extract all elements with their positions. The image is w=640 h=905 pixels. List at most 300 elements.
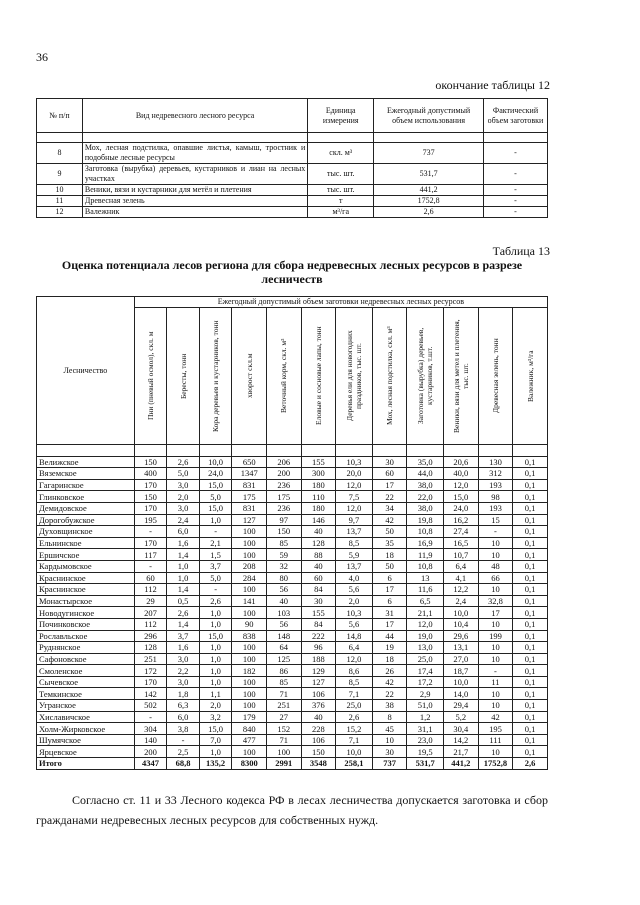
t13-cell: 0,1: [513, 711, 548, 723]
t13-cell: 175: [266, 491, 301, 503]
t13-cell: 3,0: [167, 479, 200, 491]
t13-col-header: [134, 308, 167, 445]
t13-row: [37, 560, 548, 572]
t12-cell: 8: [37, 143, 83, 164]
t13-col-header-text: Веники, вязи для метел и плетения, тыс. шт.: [451, 319, 470, 433]
t13-forestry-name: Руднянское: [37, 642, 135, 654]
t13-cell: 172: [134, 665, 167, 677]
t13-cell: 831: [232, 502, 267, 514]
t13-cell: 14,8: [336, 630, 373, 642]
t13-cell: 110: [301, 491, 336, 503]
t13-cell: 7,5: [336, 491, 373, 503]
t13-cell: 0,1: [513, 572, 548, 584]
t13-forestry-name: Глинковское: [37, 491, 135, 503]
t13-forestry-name: Новодугинское: [37, 607, 135, 619]
t13-cell: 25,0: [407, 653, 444, 665]
t13-cell: -: [134, 526, 167, 538]
t13-cell: 12,0: [407, 618, 444, 630]
t13-cell: 21,7: [444, 746, 479, 758]
t13-total-cell: 737: [372, 758, 407, 770]
t13-cell: 20,0: [336, 468, 373, 480]
t13-row: [37, 584, 548, 596]
t13-cell: 296: [134, 630, 167, 642]
t13-cell: 1,0: [199, 618, 232, 630]
t13-cell: 5,6: [336, 584, 373, 596]
t13-row: [37, 514, 548, 526]
t12-cell: Заготовка (вырубка) деревьев, кустарников и лиан на лесных участках: [82, 164, 307, 185]
t13-cell: 0,1: [513, 479, 548, 491]
t13-cell: 200: [266, 468, 301, 480]
t13-cell: 2,0: [336, 595, 373, 607]
t13-cell: 10,0: [444, 676, 479, 688]
t12-row: [37, 185, 548, 196]
t13-cell: 40: [301, 711, 336, 723]
t13-cell: 6,4: [336, 642, 373, 654]
t13-cell: 182: [232, 665, 267, 677]
t13-cell: 12,0: [336, 479, 373, 491]
t13-cell: 90: [232, 618, 267, 630]
t12-header-actual: Фактический объем заготовки: [484, 99, 548, 133]
t13-cell: 100: [232, 526, 267, 538]
t13-cell: 100: [232, 549, 267, 561]
t13-cell: 18,7: [444, 665, 479, 677]
t13-cell: 148: [266, 630, 301, 642]
t13-cell: 150: [134, 456, 167, 468]
t13-cell: 10: [372, 734, 407, 746]
t13-row: [37, 491, 548, 503]
t13-cell: 312: [478, 468, 513, 480]
t13-cell: 4,0: [336, 572, 373, 584]
t12-header-allowed: Ежегодный допустимый объем использования: [374, 99, 484, 133]
t13-cell: 13: [407, 572, 444, 584]
t13-cell: 60: [134, 572, 167, 584]
t13-cell: 29,4: [444, 700, 479, 712]
t13-cell: 6,4: [444, 560, 479, 572]
t13-cell: 64: [266, 642, 301, 654]
t13-row: [37, 746, 548, 758]
t13-cell: 10,8: [407, 560, 444, 572]
t13-cell: 127: [232, 514, 267, 526]
t13-col-header-text: Мох, лесная подстилка, скл. м³: [385, 326, 395, 426]
t13-cell: 0,1: [513, 560, 548, 572]
t13-total-cell: 441,2: [444, 758, 479, 770]
t13-cell: 1,0: [199, 607, 232, 619]
t13-forestry-name: Краснинское: [37, 572, 135, 584]
t13-cell: 51,0: [407, 700, 444, 712]
t13-cell: 0,1: [513, 642, 548, 654]
t13-cell: 38,0: [407, 479, 444, 491]
t13-cell: 1,4: [167, 549, 200, 561]
t12-cell: Древесная зелень: [82, 196, 307, 207]
t13-cell: 10: [478, 537, 513, 549]
t13-forestry-name: Ельнинское: [37, 537, 135, 549]
t13-cell: 1,4: [167, 584, 200, 596]
t13-cell: 5,9: [336, 549, 373, 561]
t13-forestry-name: Угранское: [37, 700, 135, 712]
t13-cell: 98: [478, 491, 513, 503]
t13-cell: 84: [301, 618, 336, 630]
t13-forestry-name: Дорогобужское: [37, 514, 135, 526]
t13-row: [37, 630, 548, 642]
t13-row: [37, 642, 548, 654]
t13-cell: 84: [301, 584, 336, 596]
t13-col-header: [232, 308, 267, 445]
t13-cell: 180: [301, 479, 336, 491]
t13-cell: 40: [301, 560, 336, 572]
t13-total-cell: 2,6: [513, 758, 548, 770]
t13-forestry-name: Монастырское: [37, 595, 135, 607]
t13-forestry-name: Темкинское: [37, 688, 135, 700]
t13-cell: 11,6: [407, 584, 444, 596]
t13-cell: 9,7: [336, 514, 373, 526]
t13-cell: 60: [372, 468, 407, 480]
t13-cell: 13,0: [407, 642, 444, 654]
t13-forestry-name: Кардымовское: [37, 560, 135, 572]
t13-cell: 13,1: [444, 642, 479, 654]
t13-cell: 12,0: [444, 479, 479, 491]
t13-cell: 152: [266, 723, 301, 735]
t13-total-cell: 2991: [266, 758, 301, 770]
t13-cell: 141: [232, 595, 267, 607]
t13-cell: 831: [232, 479, 267, 491]
t13-cell: 100: [232, 746, 267, 758]
t13-row: [37, 723, 548, 735]
t13-cell: 100: [232, 642, 267, 654]
t13-cell: 127: [301, 676, 336, 688]
t12-body: [37, 143, 548, 218]
t13-cell: 1,8: [167, 688, 200, 700]
t13-cell: 502: [134, 700, 167, 712]
t13-cell: 128: [134, 642, 167, 654]
t13-cell: 3,0: [167, 502, 200, 514]
t12-cell: т: [308, 196, 374, 207]
t13-cell: -: [199, 584, 232, 596]
t12-cell: 11: [37, 196, 83, 207]
t13-cell: 150: [266, 526, 301, 538]
t13-cell: 40: [301, 526, 336, 538]
t13-cell: 2,9: [407, 688, 444, 700]
t12-header-type: Вид недревесного лесного ресурса: [82, 99, 307, 133]
t13-cell: 85: [266, 537, 301, 549]
t13-cell: 300: [301, 468, 336, 480]
t13-cell: 1,6: [167, 537, 200, 549]
t13-cell: 6: [372, 595, 407, 607]
t13-cell: 200: [134, 746, 167, 758]
t13-forestry-name: Ярцевское: [37, 746, 135, 758]
t13-cell: 20,6: [444, 456, 479, 468]
t13-cell: 207: [134, 607, 167, 619]
t13-cell: 15,0: [199, 502, 232, 514]
t12-cell: 2,6: [374, 207, 484, 218]
t13-cell: 29: [134, 595, 167, 607]
t13-cell: 6: [372, 572, 407, 584]
t13-cell: 14,2: [444, 734, 479, 746]
t13-total-cell: 4347: [134, 758, 167, 770]
t13-cell: 38,0: [407, 502, 444, 514]
t13-cell: 25,0: [336, 700, 373, 712]
t13-cell: 3,0: [167, 676, 200, 688]
t13-cell: 128: [301, 537, 336, 549]
t13-row: [37, 468, 548, 480]
t13-cell: 27: [266, 711, 301, 723]
t13-cell: 3,7: [199, 560, 232, 572]
t13-col-header-text: хворост скл.м: [244, 353, 254, 399]
t13-cell: 97: [266, 514, 301, 526]
t13-cell: 2,6: [336, 711, 373, 723]
t13-cell: 16,5: [444, 537, 479, 549]
t13-total-row: [37, 758, 548, 770]
t13-cell: 8,5: [336, 537, 373, 549]
t13-cell: 10,0: [336, 746, 373, 758]
t13-cell: 142: [134, 688, 167, 700]
t13-forestry-name: Хиславичское: [37, 711, 135, 723]
t13-forestry-name: Краснинское: [37, 584, 135, 596]
t13-cell: 477: [232, 734, 267, 746]
t13-cell: -: [134, 560, 167, 572]
t13-cell: 66: [478, 572, 513, 584]
t13-cell: 3,8: [167, 723, 200, 735]
t13-cell: 838: [232, 630, 267, 642]
t13-col-header: [513, 308, 548, 445]
t13-cell: 376: [301, 700, 336, 712]
t13-row: [37, 711, 548, 723]
t13-cell: 32,8: [478, 595, 513, 607]
t12-cell: Валежник: [82, 207, 307, 218]
t13-cell: 71: [266, 688, 301, 700]
t13-cell: 19: [372, 642, 407, 654]
t13-cell: 15: [478, 514, 513, 526]
t13-cell: 6,0: [167, 711, 200, 723]
t13-forestry-name: Гагаринское: [37, 479, 135, 491]
t13-cell: 15,0: [199, 630, 232, 642]
t13-cell: 1,0: [199, 746, 232, 758]
t13-row: [37, 479, 548, 491]
t12-cell: 9: [37, 164, 83, 185]
t13-cell: 0,1: [513, 491, 548, 503]
t13-cell: 21,1: [407, 607, 444, 619]
t13-forestry-name: Рославльское: [37, 630, 135, 642]
t13-row: [37, 456, 548, 468]
t12-cell: -: [484, 207, 548, 218]
t13-cell: 22,0: [407, 491, 444, 503]
t13-cell: 0,1: [513, 688, 548, 700]
t13-row: [37, 572, 548, 584]
table12-continuation-title: окончание таблицы 12: [435, 78, 550, 92]
t13-cell: 19,5: [407, 746, 444, 758]
t12-cell: 531,7: [374, 164, 484, 185]
t13-cell: 1,0: [199, 665, 232, 677]
t13-cell: 16,2: [444, 514, 479, 526]
t13-cell: 179: [232, 711, 267, 723]
t13-col-header-text: Веточный корм, скл. м³: [279, 338, 289, 414]
t13-cell: 10,0: [444, 607, 479, 619]
t13-row: [37, 549, 548, 561]
t13-cell: 3,7: [167, 630, 200, 642]
t13-cell: 208: [232, 560, 267, 572]
t13-cell: 304: [134, 723, 167, 735]
t13-cell: 10: [478, 549, 513, 561]
t13-cell: 13,7: [336, 526, 373, 538]
t13-forestry-name: Сафоновское: [37, 653, 135, 665]
t13-cell: 38: [372, 700, 407, 712]
t13-group-header: Ежегодный допустимый объем заготовки недревесных лесных ресурсов: [134, 297, 547, 308]
t13-cell: 50: [372, 526, 407, 538]
t13-cell: 44: [372, 630, 407, 642]
t13-cell: 650: [232, 456, 267, 468]
t13-cell: 0,1: [513, 549, 548, 561]
page-number: 36: [36, 50, 48, 64]
t12-row: [37, 207, 548, 218]
t13-cell: 1,5: [199, 549, 232, 561]
t13-cell: 125: [266, 653, 301, 665]
t12-cell: м³/га: [308, 207, 374, 218]
t13-cell: 0,1: [513, 526, 548, 538]
t13-cell: 6,5: [407, 595, 444, 607]
t13-cell: 30: [301, 595, 336, 607]
t13-body: [37, 456, 548, 769]
t13-cell: 15,0: [444, 491, 479, 503]
t13-cell: 10: [478, 584, 513, 596]
t13-cell: 18: [372, 549, 407, 561]
t13-cell: 0,1: [513, 502, 548, 514]
t13-row: [37, 665, 548, 677]
t13-col-header: [336, 308, 373, 445]
t13-cell: 10,4: [444, 618, 479, 630]
t13-cell: 1,0: [167, 572, 200, 584]
t13-cell: 1,0: [167, 560, 200, 572]
table13-label: Таблица 13: [492, 244, 550, 258]
t13-cell: 206: [266, 456, 301, 468]
t13-cell: 17: [372, 584, 407, 596]
t13-cell: 42: [478, 711, 513, 723]
t13-row: [37, 537, 548, 549]
t13-cell: 40: [266, 595, 301, 607]
t13-cell: -: [167, 734, 200, 746]
t13-cell: 0,1: [513, 456, 548, 468]
t13-cell: 15,0: [199, 723, 232, 735]
t13-row: [37, 607, 548, 619]
t13-cell: 175: [232, 491, 267, 503]
t13-cell: 2,6: [167, 607, 200, 619]
t13-cell: 26: [372, 665, 407, 677]
t13-cell: 100: [232, 700, 267, 712]
t13-cell: 5,6: [336, 618, 373, 630]
t13-cell: 2,2: [167, 665, 200, 677]
t13-cell: 0,1: [513, 700, 548, 712]
t13-total-cell: 135,2: [199, 758, 232, 770]
t13-cell: 86: [266, 665, 301, 677]
t13-cell: 155: [301, 607, 336, 619]
t13-cell: 222: [301, 630, 336, 642]
t13-cell: 15,2: [336, 723, 373, 735]
t13-cell: 150: [134, 491, 167, 503]
t13-total-cell: 1752,8: [478, 758, 513, 770]
t13-row: [37, 676, 548, 688]
t12-cell: тыс. шт.: [308, 185, 374, 196]
t13-cell: 10,0: [199, 456, 232, 468]
t13-total-cell: 531,7: [407, 758, 444, 770]
t13-col-header: [444, 308, 479, 445]
t13-cell: 1,0: [199, 642, 232, 654]
t13-cell: 35: [372, 537, 407, 549]
t13-cell: 42: [372, 514, 407, 526]
t13-col-header: [167, 308, 200, 445]
t13-cell: 44,0: [407, 468, 444, 480]
t13-row: [37, 653, 548, 665]
t13-cell: 236: [266, 502, 301, 514]
t13-cell: 2,4: [167, 514, 200, 526]
t13-cell: 100: [266, 746, 301, 758]
t13-cell: 236: [266, 479, 301, 491]
t13-header-forestry: Лесничество: [37, 297, 135, 445]
t13-cell: 0,1: [513, 676, 548, 688]
t13-cell: 56: [266, 618, 301, 630]
t13-cell: 31,1: [407, 723, 444, 735]
t13-col-header-text: Валежник, м³/га: [525, 350, 535, 402]
t13-cell: 129: [301, 665, 336, 677]
t13-cell: 5,2: [444, 711, 479, 723]
t13-col-header-text: Пни (пневый осмол), скл. м: [145, 331, 155, 421]
t13-cell: 19,8: [407, 514, 444, 526]
t13-cell: 12,0: [336, 653, 373, 665]
t13-cell: 6,0: [167, 526, 200, 538]
t13-cell: 0,1: [513, 618, 548, 630]
t13-cell: 24,0: [444, 502, 479, 514]
t13-cell: 16,9: [407, 537, 444, 549]
t13-forestry-name: Вяземское: [37, 468, 135, 480]
t13-cell: 48: [478, 560, 513, 572]
t13-cell: 17,4: [407, 665, 444, 677]
t13-forestry-name: Сычевское: [37, 676, 135, 688]
t13-cell: 10: [478, 618, 513, 630]
t13-cell: 8,6: [336, 665, 373, 677]
t13-forestry-name: Шумячское: [37, 734, 135, 746]
t13-cell: 35,0: [407, 456, 444, 468]
t13-cell: 100: [232, 537, 267, 549]
t13-cell: 0,1: [513, 746, 548, 758]
t13-cell: 50: [372, 560, 407, 572]
t13-cell: 103: [266, 607, 301, 619]
t12-cell: тыс. шт.: [308, 164, 374, 185]
t13-cell: 80: [266, 572, 301, 584]
t13-cell: 42: [372, 676, 407, 688]
t13-cell: 10,7: [444, 549, 479, 561]
t13-cell: 22: [372, 688, 407, 700]
t13-cell: 30: [372, 456, 407, 468]
t13-cell: 111: [478, 734, 513, 746]
t13-row: [37, 688, 548, 700]
t13-cell: 18: [372, 653, 407, 665]
t13-cell: 100: [232, 676, 267, 688]
t13-cell: 0,1: [513, 584, 548, 596]
t13-cell: 100: [232, 653, 267, 665]
t13-cell: 1,6: [167, 642, 200, 654]
t13-cell: 251: [134, 653, 167, 665]
t13-cell: 12,2: [444, 584, 479, 596]
t13-cell: 11,9: [407, 549, 444, 561]
t13-cell: 29,6: [444, 630, 479, 642]
t13-cell: 2,4: [444, 595, 479, 607]
t13-cell: 400: [134, 468, 167, 480]
t13-cell: 195: [478, 723, 513, 735]
t13-cell: 0,1: [513, 537, 548, 549]
t13-cell: -: [478, 526, 513, 538]
t13-cell: -: [478, 665, 513, 677]
t13-cell: 15,0: [199, 479, 232, 491]
t13-cell: 10: [478, 688, 513, 700]
t13-cell: 85: [266, 676, 301, 688]
t13-cell: 11: [478, 676, 513, 688]
